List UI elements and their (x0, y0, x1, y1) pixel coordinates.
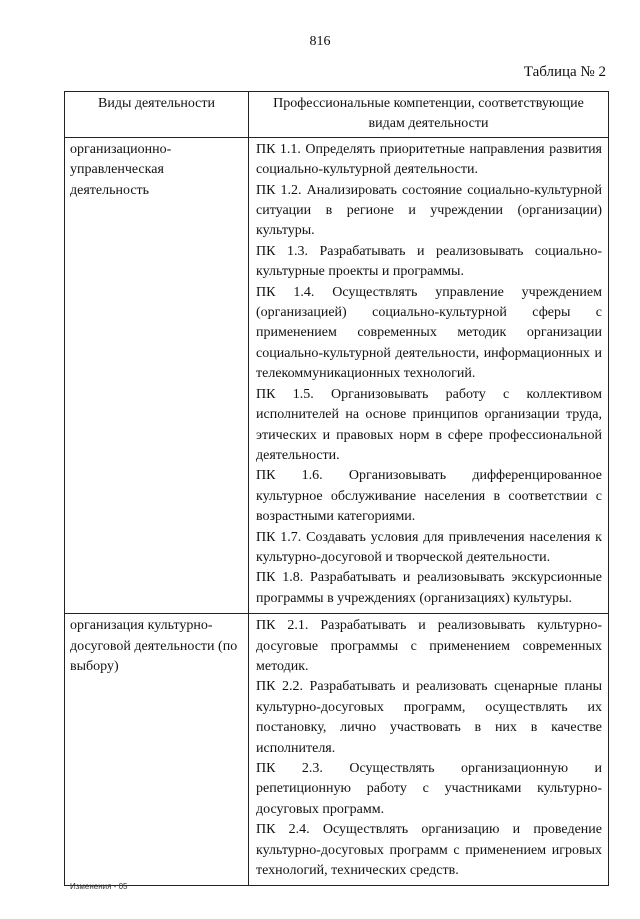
page-number: 816 (309, 34, 331, 49)
table-row (65, 614, 609, 886)
competency-item: ПК 2.2. Разрабатывать и реализовать сценарные планы культурно-досуговых программ, осуществлять их постановку, лично участвовать в них в качестве исполнителя. (256, 679, 602, 756)
competency-item: ПК 2.4. Осуществлять организацию и проведение культурно-досуговых программ с применением игровых технологий, технических средств. (256, 822, 602, 879)
footer-revision-note: Изменения - 05 (70, 882, 128, 891)
competencies-cell (249, 614, 609, 886)
competency-item: ПК 2.1. Разрабатывать и реализовывать культурно-досуговые программы с применением современных методик. (256, 618, 602, 674)
table-row (65, 137, 609, 613)
competency-item: ПК 1.5. Организовывать работу с коллективом исполнителей на основе принципов организации труда, этических и правовых норм в сфере профессиональной деятельности. (256, 386, 602, 463)
competencies-table (64, 91, 609, 886)
table-header-row (65, 92, 609, 138)
header-professional-competencies: Профессиональные компетенции, соответствующие видам деятельности (249, 92, 609, 138)
competency-item: ПК 1.8. Разрабатывать и реализовывать экскурсионные программы в учреждениях (организациях) культуры. (256, 570, 602, 606)
header-activity-types: Виды деятельности (65, 92, 249, 138)
competency-item: ПК 1.4. Осуществлять управление учреждением (организацией) социально-культурной сферы с применением современных методик организации социально-культурной деятельности, информационных и телекоммуникационных технологий. (256, 284, 602, 382)
competency-item: ПК 1.3. Разрабатывать и реализовывать социально-культурные проекты и программы. (256, 243, 602, 280)
competency-item: ПК 1.2. Анализировать состояние социально-культурной ситуации в регионе и учреждении (организации) культуры. (256, 182, 602, 239)
competencies-cell (249, 137, 609, 613)
activity-cell: организация культурно-досуговой деятельности (по выбору) (65, 614, 249, 886)
competency-item: ПК 1.6. Организовывать дифференцированное культурное обслуживание населения в соответствии с возрастными категориями. (256, 468, 602, 525)
table-caption: Таблица № 2 (523, 64, 606, 80)
activity-cell: организационно-управленческая деятельность (65, 137, 249, 613)
competency-item: ПК 1.7. Создавать условия для привлечения населения к культурно-досуговой и творческой деятельности. (256, 529, 602, 565)
competency-item: ПК 2.3. Осуществлять организационную и репетиционную работу с участниками культурно-досуговых программ. (256, 761, 602, 817)
competency-item: ПК 1.1. Определять приоритетные направления развития социально-культурной деятельности. (256, 141, 602, 178)
